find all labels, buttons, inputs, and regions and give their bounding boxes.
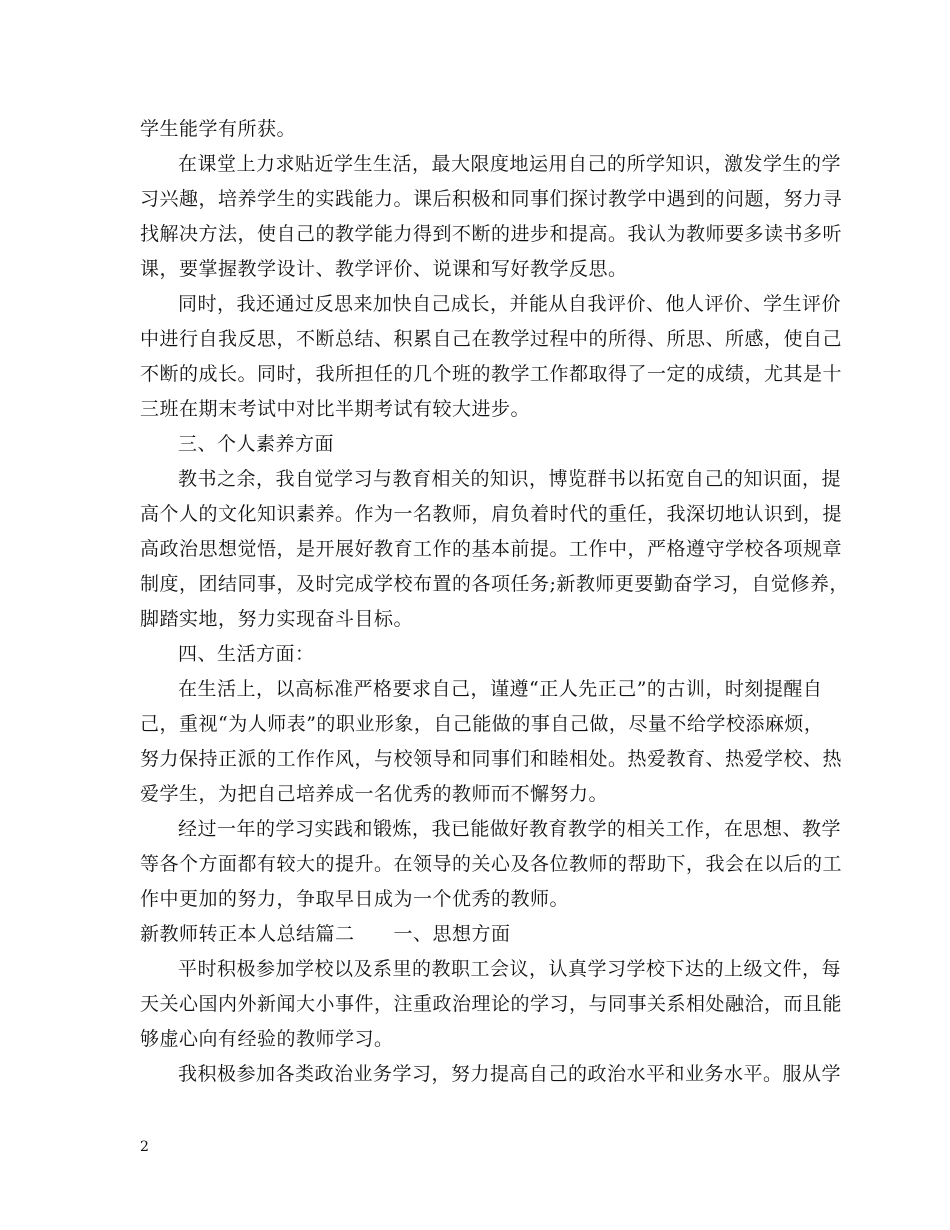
text-line: 我积极参加各类政治业务学习，努力提高自己的政治水平和业务水平。服从学: [178, 1063, 842, 1085]
text-line: 天关心国内外新闻大小事件，注重政治理论的学习，与同事关系相处融洽，而且能: [140, 993, 843, 1015]
text-line: 找解决方法，使自己的教学能力得到不断的进步和提高。我认为教师要多读书多听: [140, 223, 843, 245]
text-line: 高政治思想觉悟，是开展好教育工作的基本前提。工作中，严格遵守学校各项规章: [140, 538, 843, 560]
text-line: 在课堂上力求贴近学生生活，最大限度地运用自己的所学知识，激发学生的学: [178, 153, 842, 175]
text-line: 己，重视“为人师表”的职业形象，自己能做的事自己做，尽量不给学校添麻烦，: [140, 713, 824, 735]
text-line: 够虚心向有经验的教师学习。: [140, 1028, 394, 1050]
text-line: 教书之余，我自觉学习与教育相关的知识，博览群书以拓宽自己的知识面，提: [178, 468, 842, 490]
text-line: 习兴趣，培养学生的实践能力。课后积极和同事们探讨教学中遇到的问题，努力寻: [140, 188, 843, 210]
text-line: 同时，我还通过反思来加快自己成长，并能从自我评价、他人评价、学生评价: [178, 293, 842, 315]
text-line: 三班在期末考试中对比半期考试有较大进步。: [140, 398, 531, 420]
page-number: 2: [140, 1139, 149, 1155]
text-line: 平时积极参加学校以及系里的教职工会议，认真学习学校下达的上级文件，每: [178, 958, 842, 980]
text-line: 经过一年的学习实践和锻炼，我已能做好教育教学的相关工作，在思想、教学: [178, 818, 842, 840]
text-line: 不断的成长。同时，我所担任的几个班的教学工作都取得了一定的成绩，尤其是十: [140, 363, 843, 385]
text-line: 脚踏实地，努力实现奋斗目标。: [140, 608, 414, 630]
text-line: 学生能学有所获。: [140, 118, 297, 140]
text-line: 作中更加的努力，争取早日成为一个优秀的教师。: [140, 888, 570, 910]
text-line: 高个人的文化知识素养。作为一名教师，肩负着时代的重任，我深切地认识到，提: [140, 503, 843, 525]
section-heading: 四、生活方面：: [178, 643, 315, 665]
text-line: 在生活上，以高标准严格要求自己，谨遵“正人先正己”的古训，时刻提醒自: [178, 678, 823, 700]
section-heading: 新教师转正本人总结篇二 一、思想方面: [140, 923, 511, 945]
text-line: 努力保持正派的工作作风，与校领导和同事们和睦相处。热爱教育、热爱学校、热: [140, 748, 843, 770]
text-line: 课，要掌握教学设计、教学评价、说课和写好教学反思。: [140, 258, 628, 280]
text-line: 中进行自我反思，不断总结、积累自己在教学过程中的所得、所思、所感，使自己: [140, 328, 843, 350]
text-line: 制度，团结同事，及时完成学校布置的各项任务;新教师更要勤奋学习，自觉修养，: [140, 573, 849, 595]
text-line: 爱学生，为把自己培养成一名优秀的教师而不懈努力。: [140, 783, 609, 805]
text-line: 等各个方面都有较大的提升。在领导的关心及各位教师的帮助下，我会在以后的工: [140, 853, 843, 875]
section-heading: 三、个人素养方面: [178, 433, 335, 455]
